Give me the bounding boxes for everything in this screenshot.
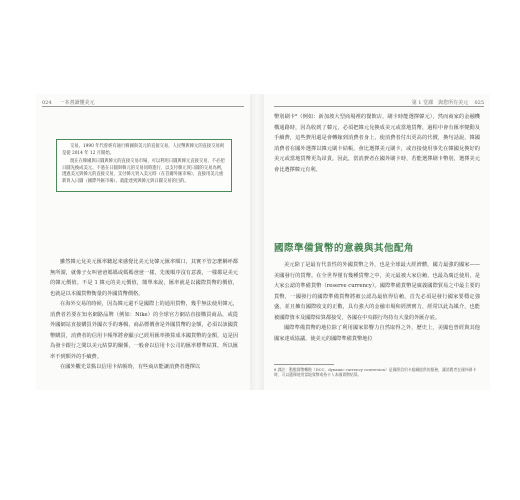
footnote-rule — [274, 364, 334, 365]
left-page — [36, 94, 250, 390]
book-gutter — [250, 94, 264, 390]
sidebar-callout-box — [56, 139, 232, 192]
body-paragraph: 在國外觀光景點以信用卡結帳時，有些商店能讓消費者選擇以 — [60, 364, 201, 370]
right-body-text-mid — [274, 260, 480, 344]
right-page-header — [412, 99, 484, 106]
callout-paragraph: 交易。1990 年代曾經有通行韓國與美元的直接交易，人民幣與韓元的直接交易則是從 2014 年 12 月開始。 — [62, 144, 225, 156]
header-rule-left — [42, 106, 244, 107]
chapter-title: 第 1 堂課 與您所有美元 — [411, 100, 469, 106]
callout-paragraph: 現在在韓國與日圓與韓元的直接交易市場，可以利用日圓與韓元直接交易，不必把日圓先換成美元。不過在日圓與韓元的交易同時進行，以支付韓元買日圓的交易為例，透過美元與韓元的直接交易，支付韓元買入美元時（在首爾外匯市場），直接用美元重新買入日圓（國際外匯市場）。就能達到與韓元與日圓交易的目的。 — [62, 159, 226, 184]
page-number-left: 024 — [42, 100, 52, 106]
left-page-header — [42, 99, 95, 106]
page-number-right: 025 — [474, 100, 484, 106]
header-rule-right — [274, 106, 484, 107]
body-paragraph: 美元除了是最有代表性的外國貨幣之外，也是全球最大經濟體，國力最強的國家——美國發行的貨幣。在全世界僅有幾種貨幣之中，美元最被大家信賴，也最為廣泛使用，是大家公認的準備貨幣（reserve currency）。國際準備貨幣是廣義國際貿易之中最主要的貨幣，一國發行的國際準備貨幣將被公認為最值得信賴，首先必須是發行國家要穩定強盛，並且擁有國際收支的正數，具有強大的金融市場和經濟實力，經常以此為媒介，也能被國際資本及國際結算都接受，各國在中央銀行均持有大量的外匯存底。 — [274, 262, 480, 321]
body-paragraph: 國際準備貨幣的地位除了利用國家影響力自然取得之外，歷史上，美國也曾經與其他國家達成協議，使美元的國際準備貨幣地位 — [274, 325, 480, 342]
body-paragraph: 幣別刷卡⁸（例如：新加坡大型商場裡的餐飲店，刷卡時能選擇韓元），然而商家的金融機構通路時，因為收到了韓元，必須把韓元兌換成美元或當地貨幣，過程中會有匯率變動及手續費，這些費用還是會轉嫁到消費者身上，使消費者付出更高的代價，換句話說，韓國消費者在國外選擇以韓元刷卡結帳，會比選擇美元刷卡，或直接使用事先在韓國兌換好的美元或當地貨幣更為昂貴。因此，當消費者在國外刷卡時，若能選擇刷卡幣別，選擇美元會比選擇韓元有利。 — [274, 114, 480, 173]
body-paragraph: 雖然韓元兌美元匯率聽起來感覺比美元兌韓元匯率順口，其實不管怎麼稱呼都無所謂，就像子女叫爸爸媽媽或媽媽爸爸一樣，先後順序沒有意義，一樣都是美元的韓元價值。不是 1 韓元的美元價值，簡單來說，匯率就是以國際貨幣的價值，也就是以本國貨幣衡量的外國貨幣價格。 — [50, 259, 238, 297]
footnote: 8 譯註：動態貨幣轉換（DCC，dynamic currency conversion）是國際信用卡組織提供的服務，讓消費者在國外刷卡時，可以選擇使用當地貨幣或持卡人本國貨幣結算。 — [274, 367, 477, 378]
left-body-text — [50, 257, 238, 373]
right-body-text-top — [274, 112, 480, 175]
body-paragraph: 在海外交易的時候，因為韓元還不是國際上的通用貨幣，幾乎無法使用韓元，消費者若要在知名網路品牌（例如：Nike）的全球官方網站直接購買商品，或從外國網站直接購買外國衣手的專輯，商品標價會是外國貨幣的金額，必須以該國貨幣購買，消費者的信用卡帳單將會顯示已經用匯率換算成本國貨幣的金額，這是因為發卡銀行之間以美元結算的關係，一般會以信用卡公司的匯率標準結算，所以匯率不到額外的手續費。 — [50, 301, 238, 360]
book-title: 一本書讀懂美元 — [59, 100, 95, 106]
section-heading: 國際準備貨幣的意義與其他配角 — [274, 243, 415, 254]
right-page — [264, 94, 490, 390]
